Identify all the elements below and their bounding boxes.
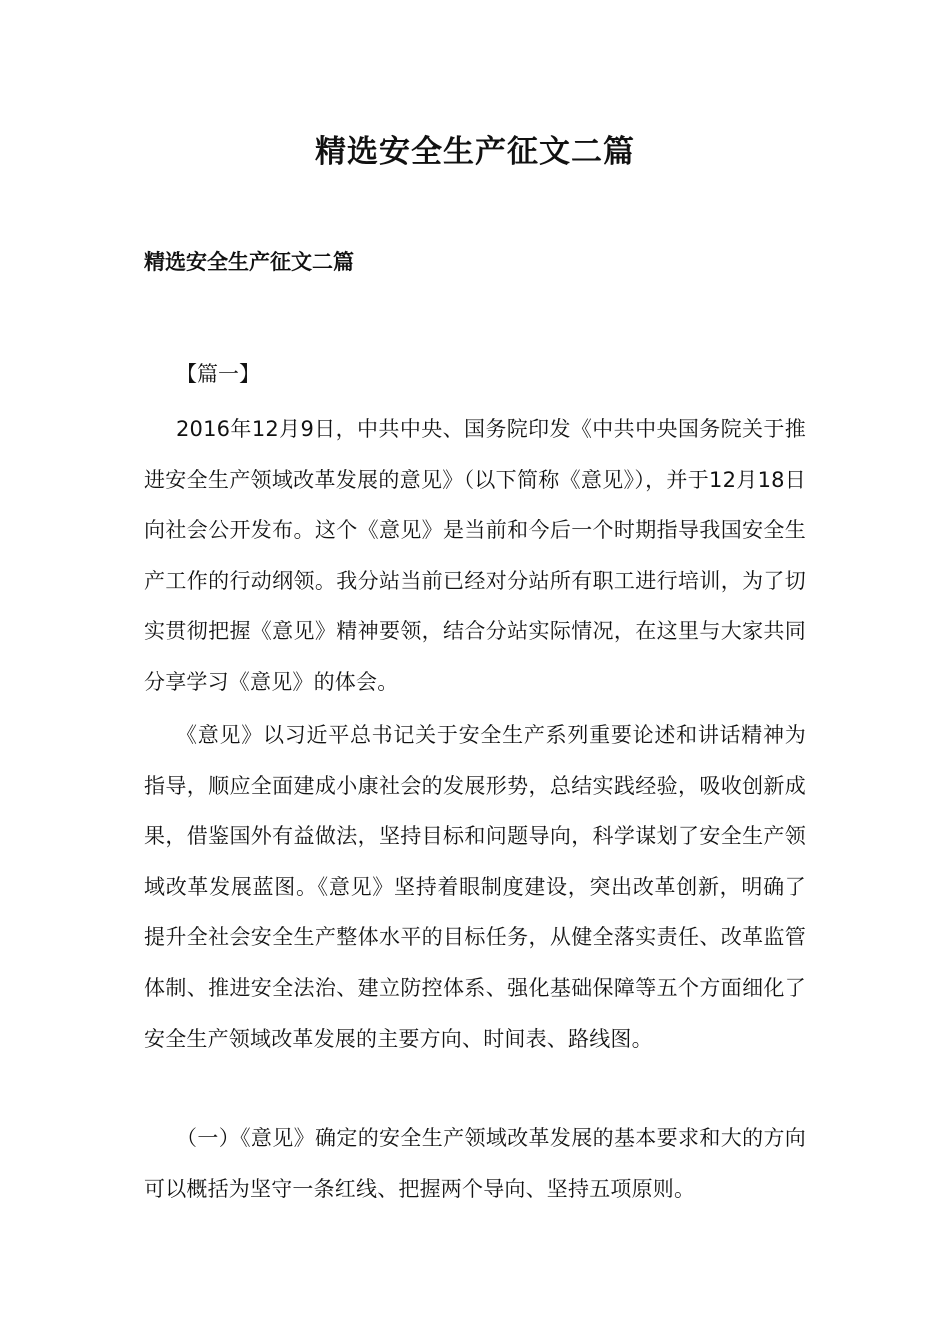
document-title: 精选安全生产征文二篇 — [315, 134, 635, 170]
body-paragraph-2: 《意见》以习近平总书记关于安全生产系列重要论述和讲话精神为指导，顺应全面建成小康社会的发展形势，总结实践经验，吸收创新成果，借鉴国外有益做法，坚持目标和问题导向，科学谋划了安全生产领域改革发展蓝图。《意见》坚持着眼制度建设，突出改革创新，明确了提升全社会安全生产整体水平的目标任务，从健全落实责任、改革监管体制、推进安全法治、建立防控体系、强化基础保障等五个方面细化了安全生产领域改革发展的主要方向、时间表、路线图。 — [144, 723, 806, 1051]
body-paragraph-1: 2016年12月9日，中共中央、国务院印发《中共中央国务院关于推进安全生产领域改革发展的意见》（以下简称《意见》），并于12月18日向社会公开发布。这个《意见》是当前和今后一个时期指导我国安全生产工作的行动纲领。我分站当前已经对分站所有职工进行培训，为了切实贯彻把握《意见》精神要领，结合分站实际情况，在这里与大家共同分享学习《意见》的体会。 — [144, 417, 806, 694]
section-marker: 【篇一】 — [176, 362, 260, 386]
body-paragraph-3: （一）《意见》确定的安全生产领域改革发展的基本要求和大的方向可以概括为坚守一条红线、把握两个导向、坚持五项原则。 — [144, 1126, 806, 1201]
document-subtitle: 精选安全生产征文二篇 — [144, 250, 354, 274]
